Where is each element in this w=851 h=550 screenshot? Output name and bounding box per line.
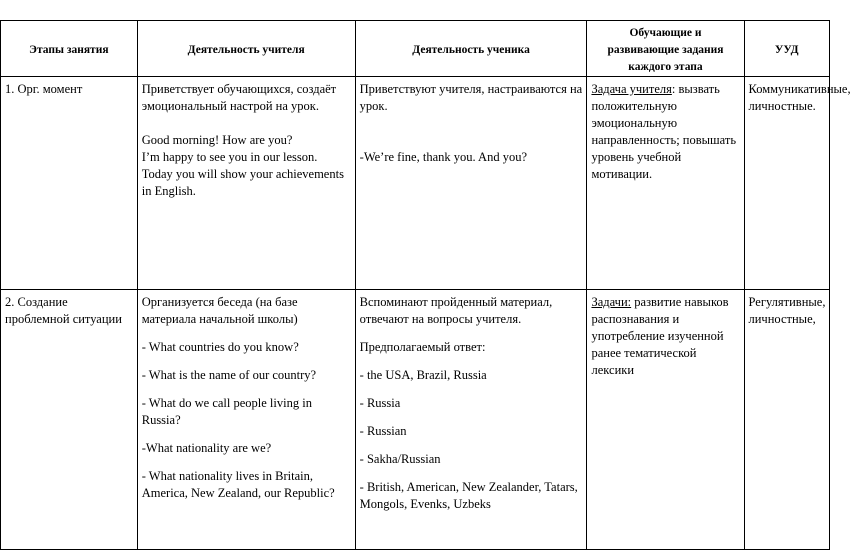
row1-tasks [587,77,744,290]
table-row [1,77,830,290]
table-row [1,290,830,550]
row1-stage: 1. Орг. момент [1,77,138,290]
header-tasks-line1: Обучающие и [629,27,702,39]
row1-uud: Коммуникативные, личностные. [744,77,830,290]
row2-task-label: Задачи: [591,295,632,309]
row1-teacher-en1: Good morning! How are you? [141,133,293,147]
header-row [1,21,830,77]
row1-teacher [137,77,355,290]
row2-teacher-q2: - What is the name of our country? [141,368,317,382]
row1-teacher-en3: Today you will show your achievements in English. [141,167,344,198]
row1-teacher-en2: I’m happy to see you in our lesson. [141,150,318,164]
row2-student-a1: - the USA, Brazil, Russia [359,368,487,382]
header-tasks-line2: развивающие задания [607,44,724,56]
row1-teacher-ru: Приветствует обучающихся, создаёт эмоциональный настрой на урок. [141,82,337,113]
row1-student-ru: Приветствуют учителя, настраиваются на урок. [359,82,583,113]
header-teacher-activity: Деятельность учителя [137,21,355,77]
row2-student-a4: - Sakha/Russian [359,452,441,466]
row2-teacher [137,290,355,550]
header-uud: УУД [744,21,830,77]
row1-student-en: -We’re fine, thank you. And you? [359,150,528,164]
row2-student-expected: Предполагаемый ответ: [359,340,486,354]
row1-task-text: : вызвать положительную эмоциональную направленность; повышать уровень учебной мотивации. [591,82,737,181]
header-tasks [587,21,744,77]
header-stage: Этапы занятия [1,21,138,77]
row2-teacher-q5: - What nationality lives in Britain, America, New Zealand, our Republic? [141,469,335,500]
row2-student [355,290,587,550]
row2-teacher-intro: Организуется беседа (на базе материала начальной школы) [141,295,298,326]
row1-student [355,77,587,290]
row2-student-intro: Вспоминают пройденный материал, отвечают на вопросы учителя. [359,295,553,326]
row1-task-label: Задача учителя [591,82,672,96]
row2-teacher-q1: - What countries do you know? [141,340,299,354]
row2-student-a5: - British, American, New Zealander, Tatars, Mongols, Evenks, Uzbeks [359,480,578,511]
header-student-activity: Деятельность ученика [355,21,587,77]
row2-task-text: развитие навыков распознавания и употребление изученной ранее тематической лексики [591,295,729,377]
row2-student-a2: - Russia [359,396,401,410]
row2-stage: 2. Создание проблемной ситуации [1,290,138,550]
header-tasks-line3: каждого этапа [628,61,703,73]
row2-teacher-q4: -What nationality are we? [141,441,272,455]
row2-uud: Регулятивные, личностные, [744,290,830,550]
row2-student-a3: - Russian [359,424,407,438]
row2-tasks [587,290,744,550]
lesson-plan-table [0,20,851,550]
row2-teacher-q3: - What do we call people living in Russia? [141,396,312,427]
